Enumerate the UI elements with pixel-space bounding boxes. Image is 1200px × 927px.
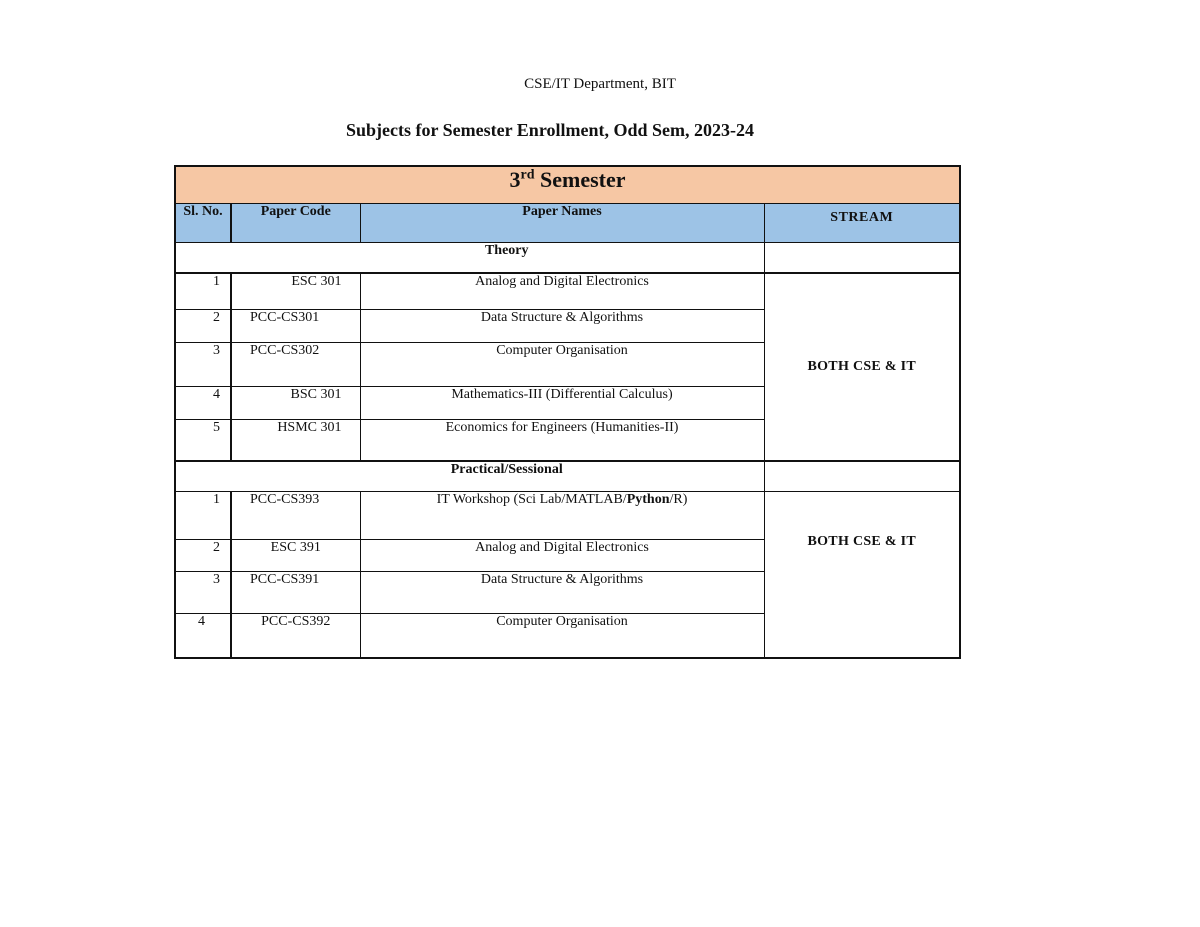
paper-code-cell: PCC-CS302 bbox=[231, 342, 360, 386]
sl-no-cell: 1 bbox=[175, 492, 231, 540]
paper-name-cell: Mathematics-III (Differential Calculus) bbox=[360, 386, 764, 419]
paper-name-prefix: IT Workshop (Sci Lab/MATLAB/ bbox=[436, 492, 627, 507]
semester-header-row bbox=[175, 166, 960, 204]
department-name: CSE/IT Department, BIT bbox=[524, 76, 676, 92]
practical-section-label: Practical/Sessional bbox=[175, 461, 764, 492]
paper-code-cell: ESC 301 bbox=[231, 273, 360, 309]
sl-no-cell: 4 bbox=[175, 386, 231, 419]
practical-stream-cell: BOTH CSE & IT bbox=[764, 492, 960, 658]
paper-name-cell: Economics for Engineers (Humanities-II) bbox=[360, 419, 764, 461]
theory-stream-cell: BOTH CSE & IT bbox=[764, 273, 960, 461]
theory-section-row bbox=[175, 243, 960, 274]
paper-code-cell: ESC 391 bbox=[231, 540, 360, 572]
header-paper-code: Paper Code bbox=[231, 204, 360, 243]
theory-section-stream-empty bbox=[764, 243, 960, 274]
document-title: Subjects for Semester Enrollment, Odd Sem, 2023-24 bbox=[346, 120, 754, 140]
sl-no-cell: 1 bbox=[175, 273, 231, 309]
paper-name-suffix: /R) bbox=[669, 492, 688, 507]
paper-name-cell: Analog and Digital Electronics bbox=[360, 273, 764, 309]
table-row bbox=[175, 492, 960, 540]
sl-no-cell: 4 bbox=[175, 614, 231, 658]
header-stream: STREAM bbox=[764, 204, 960, 243]
paper-code-cell: HSMC 301 bbox=[231, 419, 360, 461]
theory-section-label: Theory bbox=[175, 243, 764, 274]
sl-no-cell: 3 bbox=[175, 342, 231, 386]
paper-name-cell: Data Structure & Algorithms bbox=[360, 572, 764, 614]
paper-code-cell: PCC-CS391 bbox=[231, 572, 360, 614]
paper-code-cell: PCC-CS301 bbox=[231, 309, 360, 342]
semester-suffix: rd bbox=[520, 167, 535, 183]
paper-name-cell bbox=[360, 492, 764, 540]
semester-number: 3 bbox=[509, 167, 521, 192]
sl-no-cell: 3 bbox=[175, 572, 231, 614]
semester-label: Semester bbox=[540, 167, 626, 192]
subjects-table bbox=[174, 165, 961, 659]
paper-name-cell: Computer Organisation bbox=[360, 342, 764, 386]
practical-section-row bbox=[175, 461, 960, 492]
paper-code-cell: PCC-CS393 bbox=[231, 492, 360, 540]
sl-no-cell: 5 bbox=[175, 419, 231, 461]
header-paper-names: Paper Names bbox=[360, 204, 764, 243]
header-sl-no: Sl. No. bbox=[175, 204, 231, 243]
practical-section-stream-empty bbox=[764, 461, 960, 492]
paper-name-cell: Data Structure & Algorithms bbox=[360, 309, 764, 342]
paper-name-bold: Python bbox=[626, 492, 670, 507]
table-row bbox=[175, 273, 960, 309]
paper-name-cell: Computer Organisation bbox=[360, 614, 764, 658]
semester-title bbox=[175, 166, 960, 204]
column-header-row bbox=[175, 204, 960, 243]
sl-no-cell: 2 bbox=[175, 540, 231, 572]
paper-code-cell: BSC 301 bbox=[231, 386, 360, 419]
paper-name-cell: Analog and Digital Electronics bbox=[360, 540, 764, 572]
paper-code-cell: PCC-CS392 bbox=[231, 614, 360, 658]
sl-no-cell: 2 bbox=[175, 309, 231, 342]
